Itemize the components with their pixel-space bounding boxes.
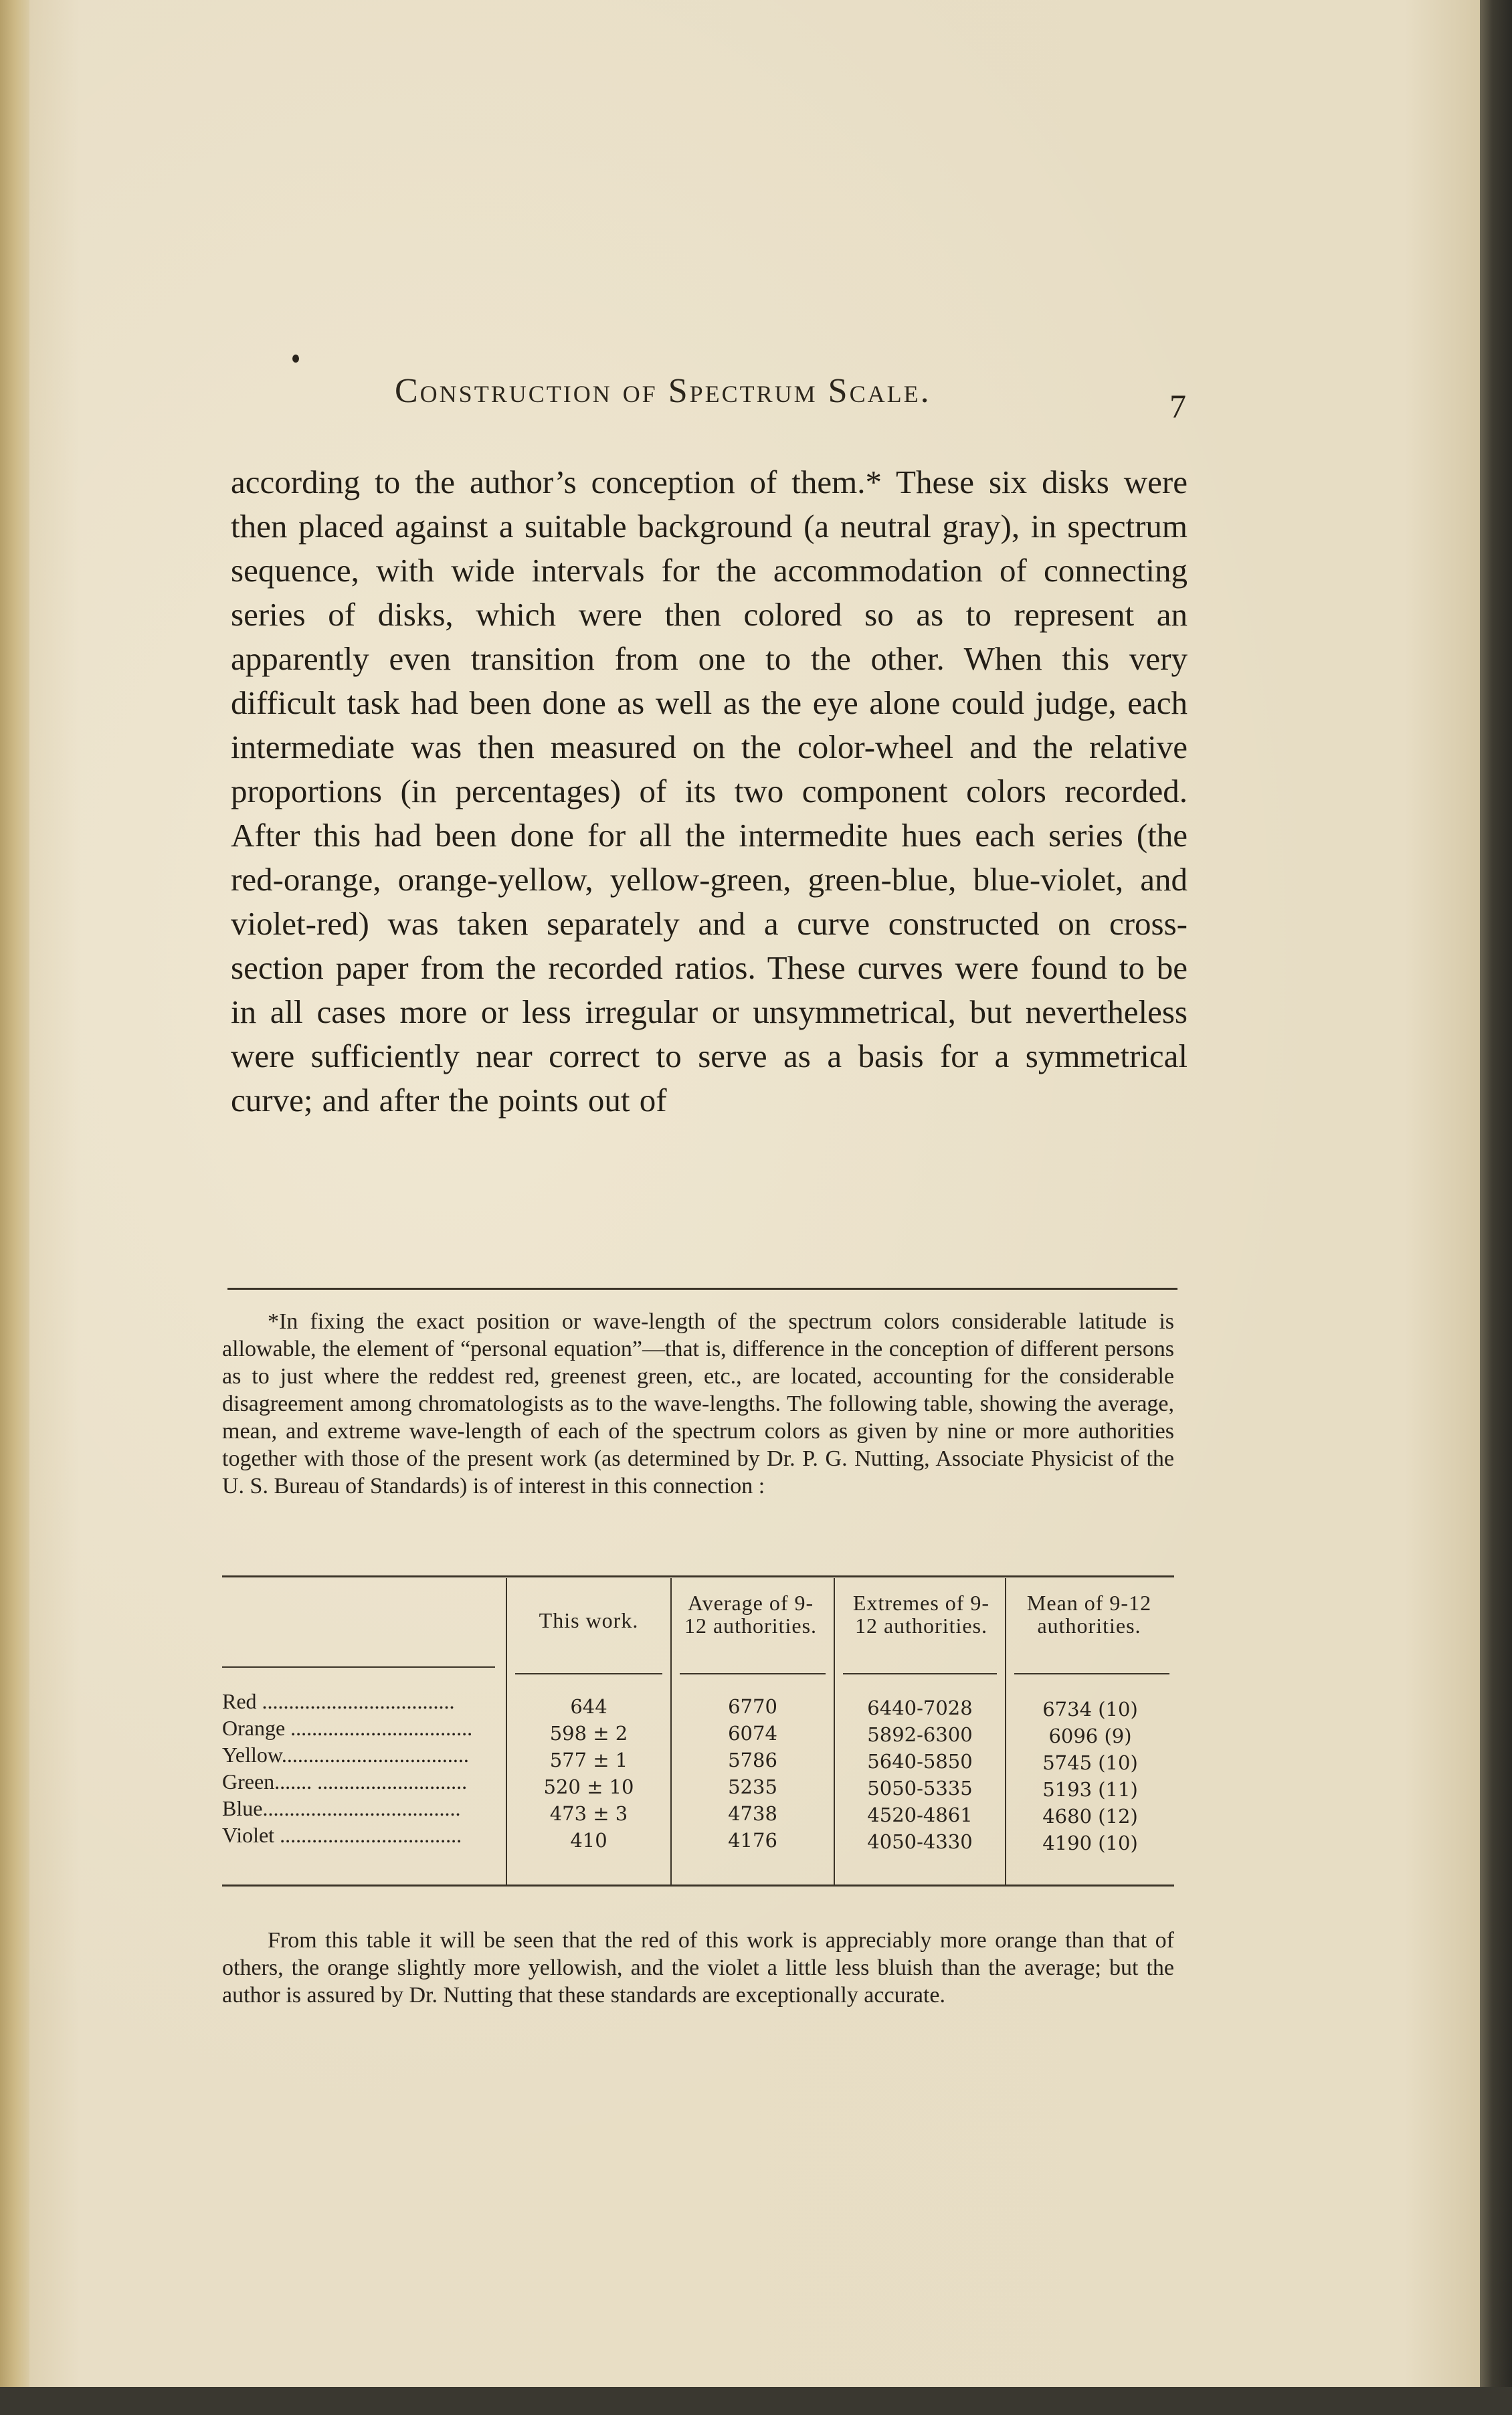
cell-red-extremes: 6440-7028 bbox=[867, 1697, 973, 1719]
cell-red-average: 6770 bbox=[728, 1695, 777, 1718]
cell-green-this-work: 520 ± 10 bbox=[543, 1775, 634, 1798]
header-underline bbox=[222, 1666, 495, 1668]
page-number: 7 bbox=[1169, 387, 1186, 425]
header-mean: Mean of 9-12 authorities. bbox=[1026, 1591, 1152, 1638]
cell-red-mean: 6734 (10) bbox=[1042, 1698, 1138, 1721]
wavelength-table bbox=[222, 1575, 1174, 1903]
header-underline bbox=[515, 1673, 662, 1674]
row-label-red: Red .................................... bbox=[222, 1689, 455, 1713]
cell-orange-extremes: 5892-6300 bbox=[867, 1723, 973, 1746]
table-top-rule bbox=[222, 1575, 1174, 1577]
cell-yellow-mean: 5745 (10) bbox=[1042, 1751, 1138, 1774]
body-paragraph: according to the author’s conception of them.* These six disks were then placed against a suitable background (a neutral gray), in spectrum sequence, with wide intervals for the accommodation of connecting series of disks, which were then colored so as to represent an apparently even transition from one to the other. When this very difficult task had been done as well as the eye alone could judge, each intermediate was then measured on the color-wheel and the relative proportions (in percentages) of its two component colors recorded. After this had been done for all the intermedite hues each series (the red-orange, orange-yellow, yellow-green, green-blue, blue-violet, and violet-red) was taken separately and a curve constructed on cross-section paper from the recorded ratios. These curves were found to be in all cases more or less irregular or unsymmetrical, but nevertheless were sufficiently near correct to serve as a basis for a symmetrical curve; and after the points out of bbox=[231, 464, 1188, 1119]
cell-orange-this-work: 598 ± 2 bbox=[549, 1722, 628, 1745]
header-this-work: This work. bbox=[539, 1608, 639, 1632]
footnote: *In fixing the exact position or wave-length of the spectrum colors considerable latitude is allowable, the element of “personal equation”—that is, difference in the conception of different persons as to just where the reddest red, greenest green, etc., are located, accounting for the considerable disagreement among chromatologists as to the wave-lengths. The following table, showing the average, mean, and extreme wave-length of each of the spectrum colors as given by nine or more authorities together with those of the present work (as determined by Dr. P. G. Nutting, Associate Physicist of the U. S. Bureau of Standards) is of interest in this connection : bbox=[222, 1309, 1174, 1499]
cell-yellow-extremes: 5640-5850 bbox=[867, 1750, 973, 1773]
cell-violet-extremes: 4050-4330 bbox=[867, 1830, 973, 1853]
row-label-violet: Violet .................................. bbox=[222, 1823, 462, 1847]
book-edge-bottom bbox=[0, 2387, 1512, 2415]
cell-violet-average: 4176 bbox=[728, 1829, 777, 1852]
cell-violet-mean: 4190 (10) bbox=[1042, 1832, 1138, 1854]
header-extremes: Extremes of 9-12 authorities. bbox=[852, 1591, 990, 1638]
cell-green-extremes: 5050-5335 bbox=[867, 1777, 973, 1800]
cell-violet-this-work: 410 bbox=[570, 1829, 607, 1852]
cell-orange-mean: 6096 (9) bbox=[1048, 1725, 1132, 1747]
cell-blue-mean: 4680 (12) bbox=[1042, 1805, 1138, 1828]
header-average: Average of 9-12 authorities. bbox=[684, 1591, 818, 1638]
header-underline bbox=[1014, 1673, 1169, 1674]
row-label-green: Green....... ............................ bbox=[222, 1769, 468, 1794]
table-bottom-rule bbox=[222, 1885, 1174, 1887]
table-conclusion: From this table it will be seen that the red of this work is appreciably more orange than that of others, the orange slightly more yellowish, and the violet a little less bluish than the average; but the author is assured by Dr. Nutting that these standards are exceptionally accurate. bbox=[222, 1928, 1174, 2008]
header-underline bbox=[680, 1673, 826, 1674]
running-head: Construction of Spectrum Scale. bbox=[395, 372, 931, 410]
cell-red-this-work: 644 bbox=[570, 1695, 607, 1718]
cell-yellow-average: 5786 bbox=[728, 1749, 777, 1771]
cell-blue-extremes: 4520-4861 bbox=[867, 1804, 973, 1826]
ink-spot bbox=[292, 355, 299, 363]
book-edge bbox=[1480, 0, 1512, 2415]
cell-green-mean: 5193 (11) bbox=[1042, 1778, 1138, 1801]
cell-blue-this-work: 473 ± 3 bbox=[549, 1802, 628, 1825]
cell-green-average: 5235 bbox=[728, 1775, 777, 1798]
cell-orange-average: 6074 bbox=[728, 1722, 777, 1745]
cell-yellow-this-work: 577 ± 1 bbox=[549, 1749, 628, 1771]
row-label-blue: Blue..................................... bbox=[222, 1796, 461, 1820]
row-label-orange: Orange .................................. bbox=[222, 1716, 473, 1740]
page-gutter bbox=[0, 0, 29, 2387]
row-label-yellow: Yellow................................... bbox=[222, 1743, 469, 1767]
footnote-separator bbox=[227, 1288, 1177, 1290]
cell-blue-average: 4738 bbox=[728, 1802, 777, 1825]
header-underline bbox=[843, 1673, 997, 1674]
